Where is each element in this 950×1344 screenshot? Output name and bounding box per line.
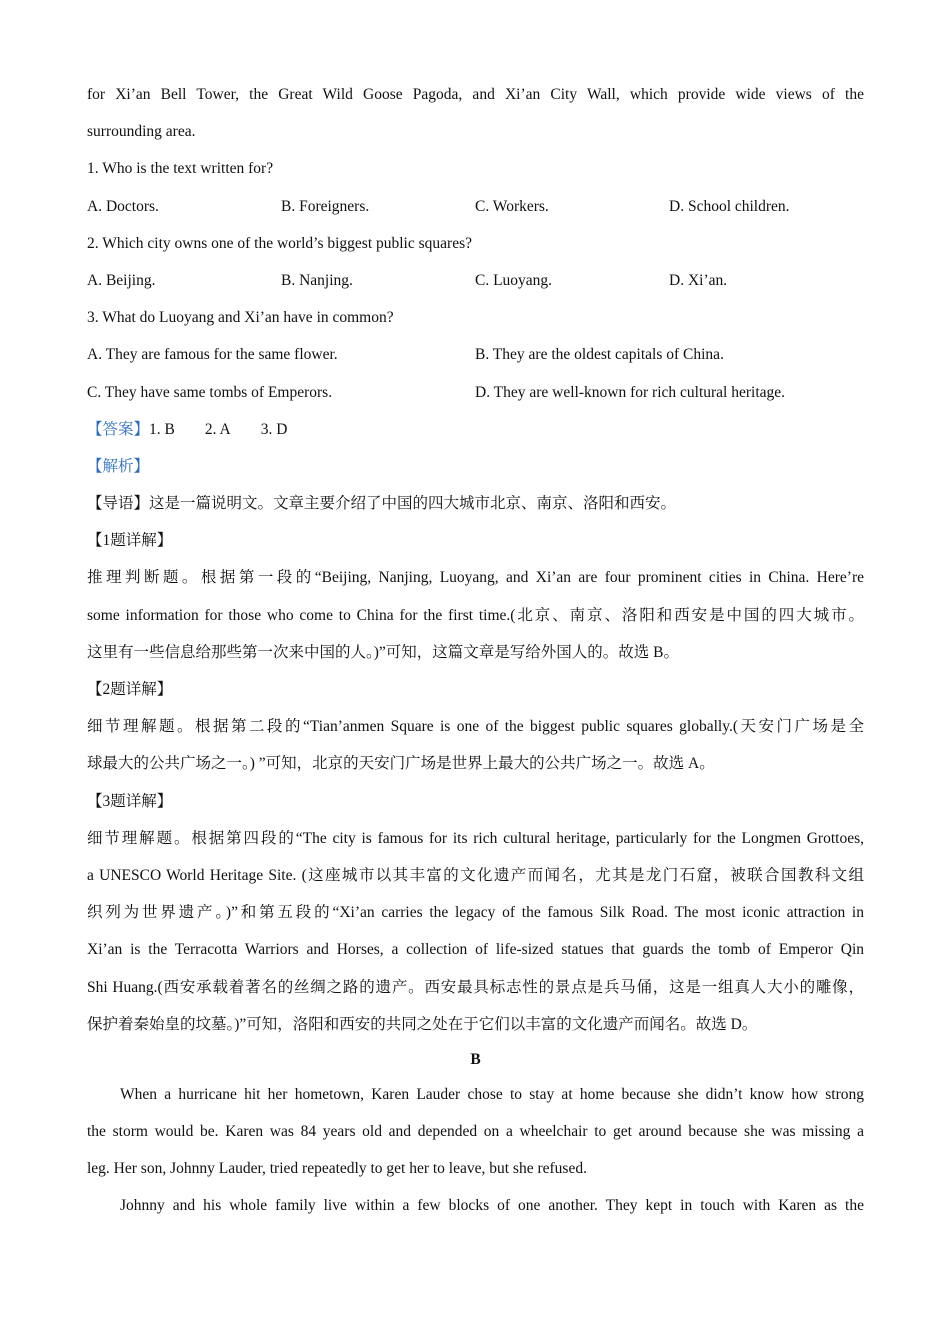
answer-item: 1. B	[149, 420, 175, 438]
detail-line: a UNESCO World Heritage Site. (这座城市以其丰富的文化遗产而闻名，尤其是龙门石窟，被联合国教科文组	[87, 866, 864, 884]
question-stem: 1. Who is the text written for?	[87, 160, 274, 178]
detail-line: 推理判断题。根据第一段的“Beijing, Nanjing, Luoyang, and Xi’an are four prominent cities in China. Here’re	[87, 569, 864, 587]
answer-line	[87, 411, 864, 448]
document-page	[87, 76, 864, 1225]
intro-line: surrounding area.	[87, 123, 196, 141]
detail-line: 细节理解题。根据第二段的“Tian’anmen Square is one of the biggest public squares globally.(天安门广场是全	[87, 718, 864, 736]
detail-line: Shi Huang.(西安承载着著名的丝绸之路的遗产。西安最具标志性的景点是兵马俑，这是一组真人大小的雕像，	[87, 978, 864, 996]
question-options	[87, 188, 864, 225]
detail-line: 这里有一些信息给那些第一次来中国的人。)”可知，这篇文章是写给外国人的。故选 B。	[87, 643, 680, 661]
detail-line: Xi’an is the Terracotta Warriors and Horses, a collection of life-sized statues that guards the tomb of Emperor Qin	[87, 941, 864, 959]
detail-heading: 【1题详解】	[87, 532, 173, 550]
option-a: A. Beijing.	[87, 271, 156, 289]
option-c: C. They have same tombs of Emperors.	[87, 383, 333, 401]
section-title: B	[470, 1050, 481, 1068]
option-a: A. They are famous for the same flower.	[87, 346, 338, 364]
answer-item: 2. A	[204, 420, 231, 438]
answer-item: 3. D	[260, 420, 288, 438]
detail-line: some information for those who come to China for the first time.(北京、南京、洛阳和西安是中国的四大城市。	[87, 606, 864, 624]
detail-line: 织列为世界遗产。)”和第五段的“Xi’an carries the legacy of the famous Silk Road. The most iconic attraction in	[87, 904, 864, 922]
question-options	[87, 336, 864, 373]
option-b: B. Nanjing.	[281, 271, 353, 289]
question-options	[87, 262, 864, 299]
option-d: D. Xi’an.	[669, 271, 728, 289]
detail-line: 球最大的公共广场之一。) ”可知，北京的天安门广场是世界上最大的公共广场之一。故选 A。	[87, 755, 715, 773]
option-d: D. They are well-known for rich cultural heritage.	[475, 383, 786, 401]
passage-line: leg. Her son, Johnny Lauder, tried repeatedly to get her to leave, but she refused.	[87, 1160, 587, 1178]
question-stem: 3. What do Luoyang and Xi’an have in common?	[87, 309, 394, 327]
passage-line: the storm would be. Karen was 84 years old and depended on a wheelchair to get around because she was missing a	[87, 1123, 864, 1141]
intro-line: for Xi’an Bell Tower, the Great Wild Goose Pagoda, and Xi’an City Wall, which provide wide views of the	[87, 86, 864, 103]
detail-line: 细节理解题。根据第四段的“The city is famous for its rich cultural heritage, particularly for the Longmen Grottoes,	[87, 829, 864, 847]
passage-line: When a hurricane hit her hometown, Karen Lauder chose to stay at home because she didn’t know how strong	[120, 1085, 864, 1103]
detail-line: 保护着秦始皇的坟墓。)”可知，洛阳和西安的共同之处在于它们以丰富的文化遗产而闻名。故选 D。	[87, 1015, 758, 1033]
option-c: C. Luoyang.	[475, 271, 553, 289]
passage-line: Johnny and his whole family live within a few blocks of one another. They kept in touch with Karen as the	[120, 1197, 864, 1215]
option-a: A. Doctors.	[87, 197, 159, 215]
option-b: B. They are the oldest capitals of China.	[475, 346, 724, 364]
detail-heading: 【3题详解】	[87, 792, 173, 810]
question-options	[87, 374, 864, 411]
option-d: D. School children.	[669, 197, 790, 215]
answer-tag: 【答案】	[87, 420, 150, 438]
option-b: B. Foreigners.	[281, 197, 370, 215]
guide-line: 【导语】这是一篇说明文。文章主要介绍了中国的四大城市北京、南京、洛阳和西安。	[87, 495, 677, 513]
question-stem: 2. Which city owns one of the world’s biggest public squares?	[87, 234, 472, 252]
detail-heading: 【2题详解】	[87, 681, 173, 698]
option-c: C. Workers.	[475, 197, 549, 215]
analysis-tag: 【解析】	[87, 457, 150, 475]
